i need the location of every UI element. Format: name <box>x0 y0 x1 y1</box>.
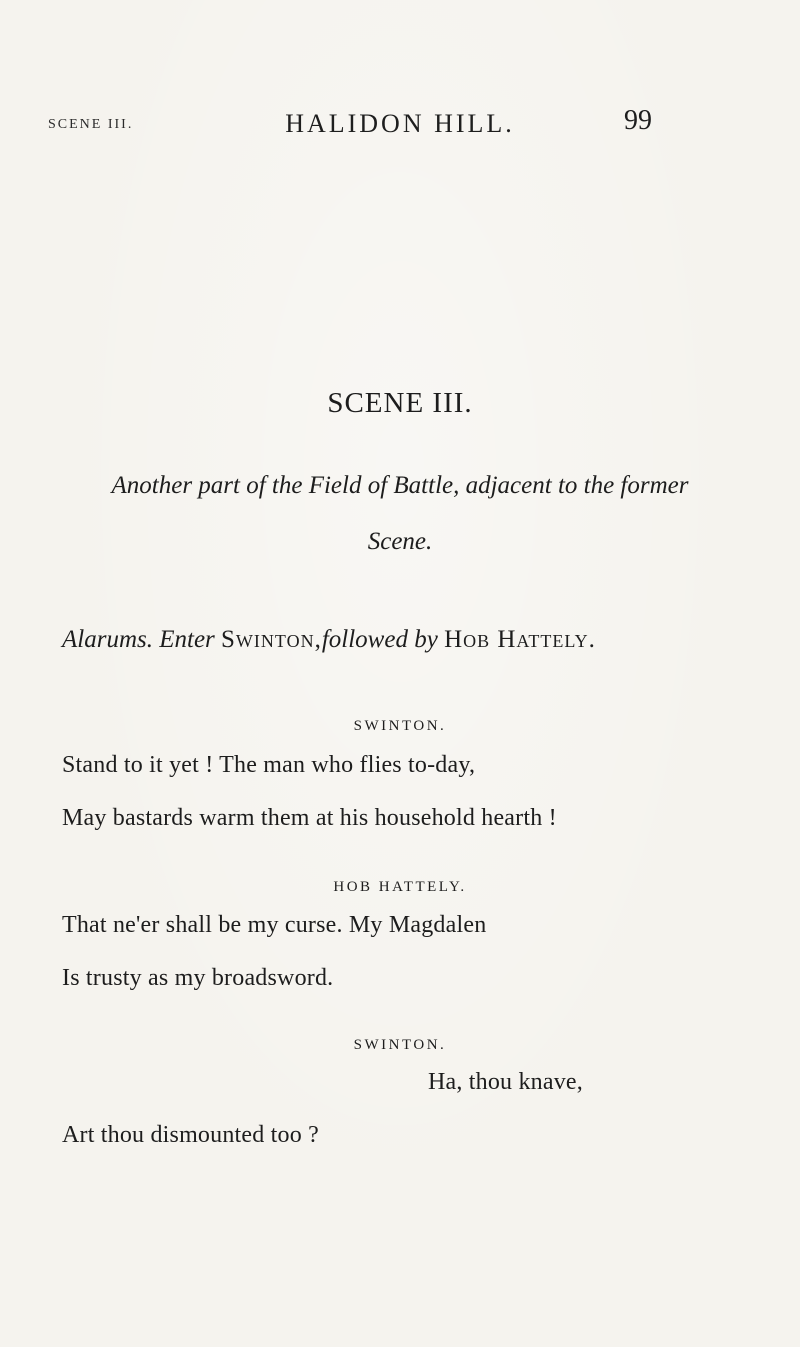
entrance-enter: Enter <box>159 626 215 653</box>
entrance-alarums: Alarums. <box>62 626 153 653</box>
verse-line: Art thou dismounted too ? <box>62 1122 319 1148</box>
verse-line: Is trusty as my broadsword. <box>62 965 334 991</box>
speaker-name: HOB HATTELY. <box>333 879 467 895</box>
stage-direction-entrance <box>62 626 596 654</box>
speaker-name: SWINTON. <box>353 718 447 734</box>
running-header-title: HALIDON HILL. <box>285 109 515 138</box>
verse-line: That ne'er shall be my curse. My Magdalen <box>62 912 487 938</box>
speaker-name: SWINTON. <box>353 1037 447 1053</box>
verse-line: May bastards warm them at his household hearth ! <box>62 805 557 831</box>
page-number: 99 <box>624 105 652 136</box>
entrance-character-hob-hattely: Hob Hattely. <box>444 626 596 653</box>
stage-direction-setting: Another part of the Field of Battle, adjacent to the former <box>111 472 689 499</box>
entrance-followed-by: followed by <box>321 626 438 653</box>
scene-heading: SCENE III. <box>327 387 473 419</box>
verse-line: Ha, thou knave, <box>428 1069 583 1095</box>
verse-line: Stand to it yet ! The man who flies to-day, <box>62 752 476 778</box>
running-header-scene: SCENE III. <box>48 117 134 132</box>
entrance-character-swinton: Swinton, <box>221 626 322 653</box>
stage-direction-setting-continued: Scene. <box>367 528 433 555</box>
